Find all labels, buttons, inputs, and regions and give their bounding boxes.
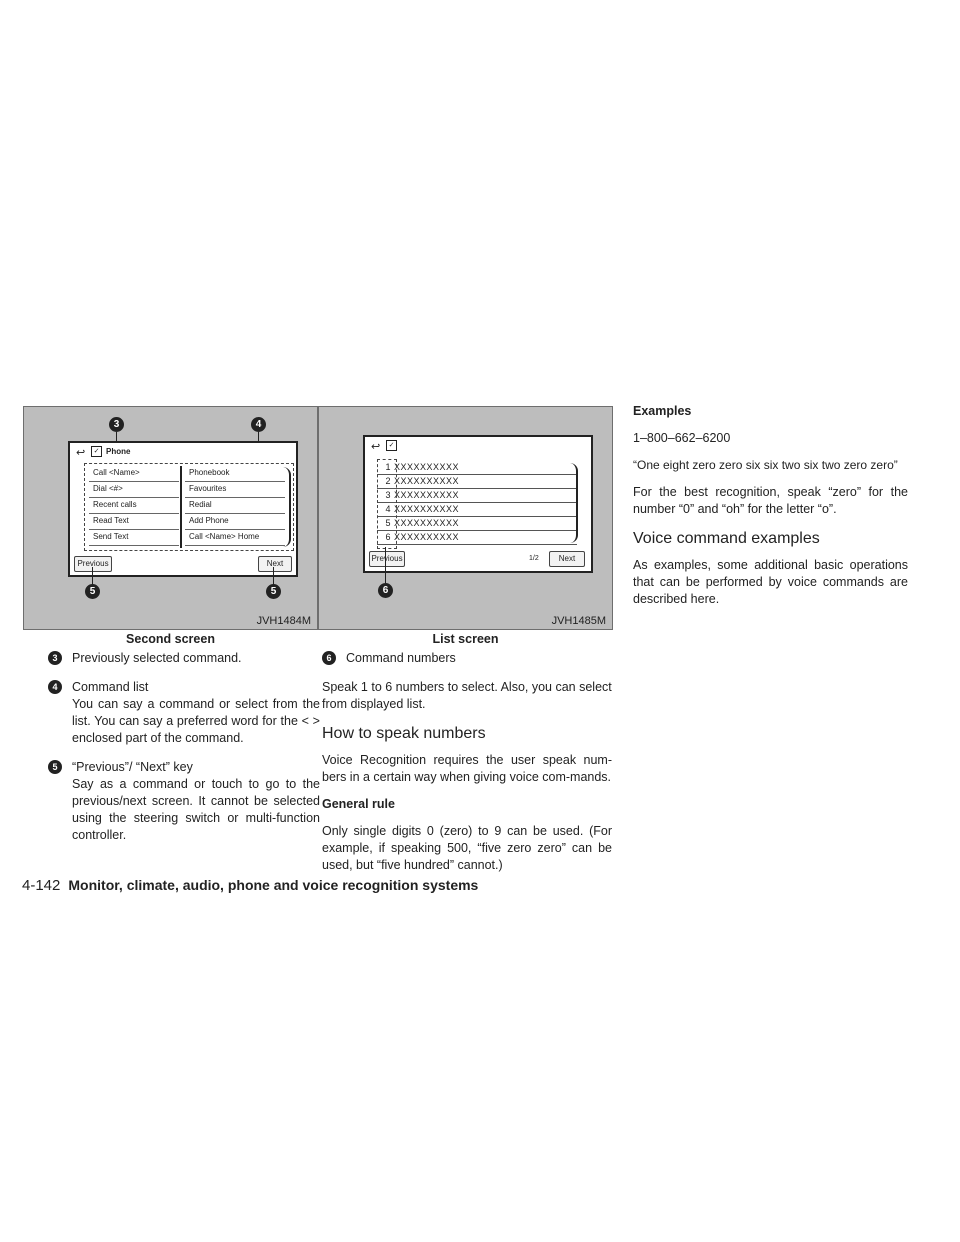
leader-6 [385, 547, 386, 583]
item-5 [48, 759, 320, 844]
command-item[interactable]: Dial <#> [89, 481, 179, 498]
item-text: Previously selected command. [72, 651, 242, 665]
page-indicator: 1/2 [529, 555, 539, 562]
back-icon[interactable]: ↩ [371, 441, 381, 453]
paragraph: For the best recognition, speak “zero” for the number “0” and “oh” for the letter “o”. [633, 485, 908, 516]
leader-5b [273, 567, 274, 585]
voice-icon: ✓ [91, 446, 102, 457]
figure-caption: List screen [432, 632, 499, 646]
next-button[interactable]: Next [549, 551, 585, 567]
subheading: General rule [322, 797, 395, 811]
list-item[interactable] [377, 489, 577, 503]
scroll-arc[interactable] [283, 467, 291, 547]
item-6 [322, 650, 612, 667]
previous-button[interactable]: Previous [369, 551, 405, 567]
item-4 [48, 679, 320, 747]
list-text: XXXXXXXXXX [394, 462, 460, 472]
item-number: 3 [48, 651, 62, 665]
section-heading: How to speak numbers [322, 725, 486, 742]
command-item[interactable]: Add Phone [185, 513, 285, 530]
list-screen-figure [318, 406, 613, 630]
list-text: XXXXXXXXXX [394, 532, 460, 542]
spoken-example: “One eight zero zero six six two six two zero zero” [633, 458, 898, 472]
middle-column [322, 650, 612, 884]
list-number: 1 [385, 462, 391, 472]
voice-icon: ✓ [386, 440, 397, 451]
list-item[interactable] [377, 461, 577, 475]
figure-code: JVH1484M [256, 615, 311, 627]
scroll-arc[interactable] [570, 463, 578, 543]
leader-5a [92, 567, 93, 585]
callout-4: 4 [251, 417, 266, 432]
left-column [48, 650, 320, 856]
item-title: Command list [72, 680, 149, 694]
chapter-title: Monitor, climate, audio, phone and voice recognition systems [68, 877, 479, 893]
list-item[interactable] [377, 475, 577, 489]
list-number: 3 [385, 490, 391, 500]
command-item[interactable]: Redial [185, 497, 285, 514]
phone-number: 1–800–662–6200 [633, 431, 731, 445]
command-item[interactable]: Favourites [185, 481, 285, 498]
list-number: 5 [385, 518, 391, 528]
page-number: 4-142 [22, 877, 61, 894]
command-item[interactable]: Call <Name> Home [185, 529, 285, 546]
command-item[interactable]: Phonebook [185, 465, 285, 482]
command-item[interactable]: Recent calls [89, 497, 179, 514]
list-number: 4 [385, 504, 391, 514]
command-item[interactable]: Send Text [89, 529, 179, 546]
item-text: You can say a command or select from the list. You can say a preferred word for the < > enclosed part of the command. [72, 697, 320, 745]
list-text: XXXXXXXXXX [394, 518, 460, 528]
item-title: “Previous”/ “Next” key [72, 760, 193, 774]
list-text: XXXXXXXXXX [394, 490, 460, 500]
command-item[interactable]: Call <Name> [89, 465, 179, 482]
figure-caption: Second screen [126, 632, 215, 646]
number-highlight [377, 459, 397, 549]
item-text: Say as a command or touch to go to the previous/next screen. It cannot be selected using the steering switch or multi-function controller. [72, 777, 320, 842]
next-button[interactable]: Next [258, 556, 292, 572]
paragraph: As examples, some additional basic operations that can be performed by voice commands are described here. [633, 558, 908, 606]
list-text: XXXXXXXXXX [394, 476, 460, 486]
list-screen [363, 435, 593, 573]
screen-title: Phone [106, 447, 131, 456]
paragraph: Speak 1 to 6 numbers to select. Also, you can select from displayed list. [322, 680, 612, 711]
list-item[interactable] [377, 517, 577, 531]
right-column [633, 403, 908, 618]
phone-screen [68, 441, 298, 577]
command-list [84, 463, 294, 551]
item-number: 4 [48, 680, 62, 694]
callout-5: 5 [85, 584, 100, 599]
callout-3: 3 [109, 417, 124, 432]
section-heading: Voice command examples [633, 530, 820, 547]
page-footer [22, 877, 478, 894]
list-number: 2 [385, 476, 391, 486]
list-number: 6 [385, 532, 391, 542]
back-icon[interactable]: ↩ [76, 447, 86, 459]
second-screen-figure [23, 406, 318, 630]
figure-code: JVH1485M [551, 615, 606, 627]
command-item[interactable]: Read Text [89, 513, 179, 530]
callout-6: 6 [378, 583, 393, 598]
column-divider [180, 466, 182, 548]
item-number: 5 [48, 760, 62, 774]
item-text: Command numbers [346, 651, 456, 665]
list-text: XXXXXXXXXX [394, 504, 460, 514]
list-item[interactable] [377, 503, 577, 517]
paragraph: Voice Recognition requires the user speak num-bers in a certain way when giving voice com-mands. [322, 753, 612, 784]
item-number: 6 [322, 651, 336, 665]
callout-5: 5 [266, 584, 281, 599]
list-item[interactable] [377, 531, 577, 545]
paragraph: Only single digits 0 (zero) to 9 can be used. (For example, if speaking 500, “five zero zero” can be used, but “five hundred” cannot.) [322, 824, 612, 872]
item-3 [48, 650, 320, 667]
previous-button[interactable]: Previous [74, 556, 112, 572]
subheading: Examples [633, 404, 692, 418]
